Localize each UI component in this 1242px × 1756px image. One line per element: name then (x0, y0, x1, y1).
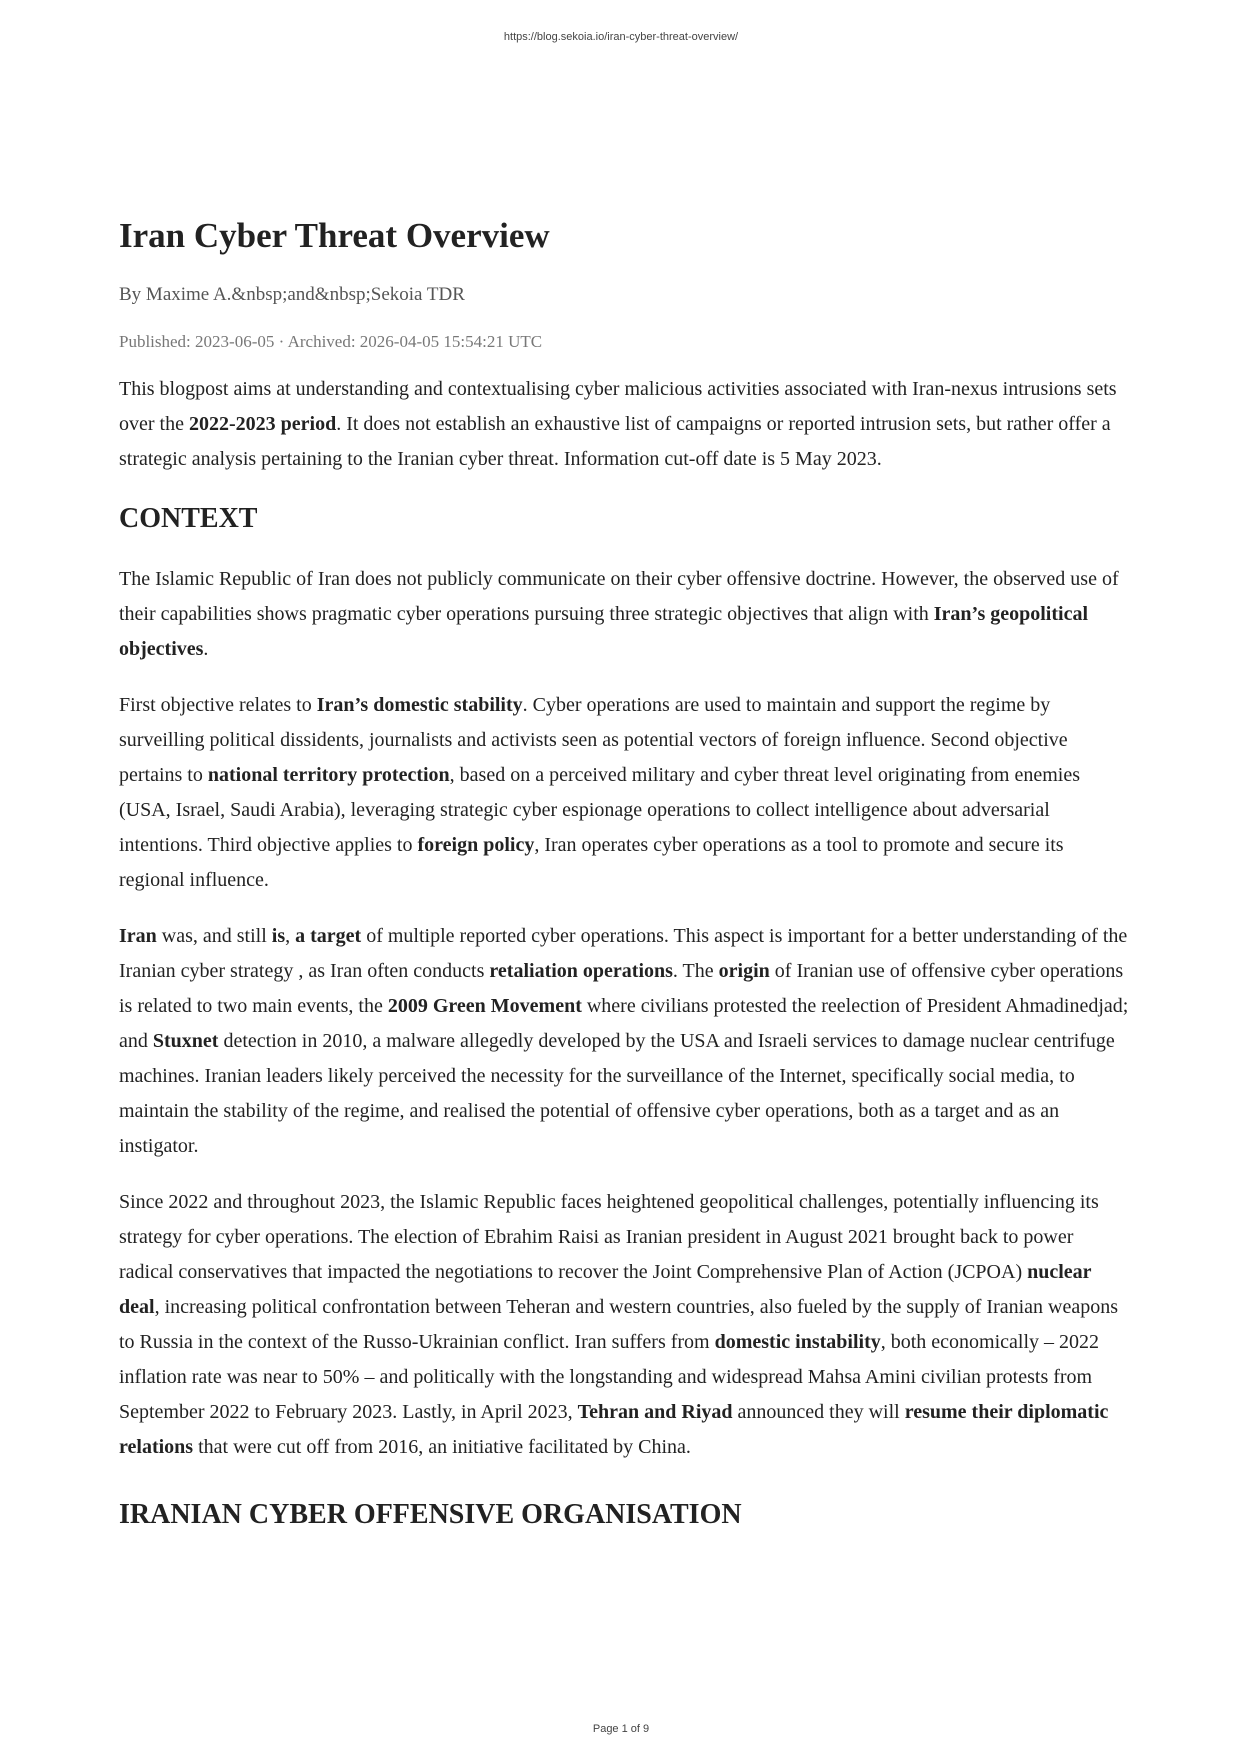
context-paragraph-1: The Islamic Republic of Iran does not publicly communicate on their cyber offensive doctrine. However, the observed use of their capabilities shows pragmatic cyber operations pursuing three strategic objectives that align with Iran’s geopolitical objectives. (119, 568, 1119, 660)
heading-context: CONTEXT (119, 503, 258, 534)
article-meta: Published: 2023-06-05 · Archived: 2026-04-05 15:54:21 UTC (119, 332, 543, 351)
context-paragraph-3: Iran was, and still is, a target of multiple reported cyber operations. This aspect is important for a better understanding of the Iranian cyber strategy , as Iran often conducts retaliation operations. The origin of Iranian use of offensive cyber operations is related to two main events, the 2009 Green Movement where civilians protested the reelection of President Ahmadinedjad; and Stuxnet detection in 2010, a malware allegedly developed by the USA and Israeli services to damage nuclear centrifuge machines. Iranian leaders likely perceived the necessity for the surveillance of the Internet, specifically social media, to maintain the stability of the regime, and realised the potential of offensive cyber operations, both as a target and as an instigator. (119, 925, 1129, 1157)
context-paragraph-2: First objective relates to Iran’s domestic stability. Cyber operations are used to maintain and support the regime by surveilling political dissidents, journalists and activists seen as potential vectors of foreign influence. Second objective pertains to national territory protection, based on a perceived military and cyber threat level originating from enemies (USA, Israel, Saudi Arabia), leveraging strategic cyber espionage operations to collect intelligence about adversarial intentions. Third objective applies to foreign policy, Iran operates cyber operations as a tool to promote and secure its regional influence. (119, 694, 1080, 891)
article-byline: By Maxime A.&nbsp;and&nbsp;Sekoia TDR (119, 284, 465, 305)
heading-organisation: IRANIAN CYBER OFFENSIVE ORGANISATION (119, 1499, 742, 1530)
context-paragraph-4: Since 2022 and throughout 2023, the Islamic Republic faces heightened geopolitical challenges, potentially influencing its strategy for cyber operations. The election of Ebrahim Raisi as Iranian president in August 2021 brought back to power radical conservatives that impacted the negotiations to recover the Joint Comprehensive Plan of Action (JCPOA) nuclear deal, increasing political confrontation between Teheran and western countries, also fueled by the supply of Iranian weapons to Russia in the context of the Russo-Ukrainian conflict. Iran suffers from domestic instability, both economically – 2022 inflation rate was near to 50% – and politically with the longstanding and widespread Mahsa Amini civilian protests from September 2022 to February 2023. Lastly, in April 2023, Tehran and Riyad announced they will resume their diplomatic relations that were cut off from 2016, an initiative facilitated by China. (119, 1191, 1119, 1458)
page-number: Page 1 of 9 (592, 1723, 650, 1735)
intro-paragraph: This blogpost aims at understanding and contextualising cyber malicious activities associated with Iran-nexus intrusions sets over the 2022-2023 period. It does not establish an exhaustive list of campaigns or reported intrusion sets, but rather offer a strategic analysis pertaining to the Iranian cyber threat. Information cut-off date is 5 May 2023. (119, 378, 1117, 470)
article-title: Iran Cyber Threat Overview (119, 216, 550, 255)
page-url: https://blog.sekoia.io/iran-cyber-threat-overview/ (503, 31, 739, 43)
article (119, 212, 1129, 1535)
